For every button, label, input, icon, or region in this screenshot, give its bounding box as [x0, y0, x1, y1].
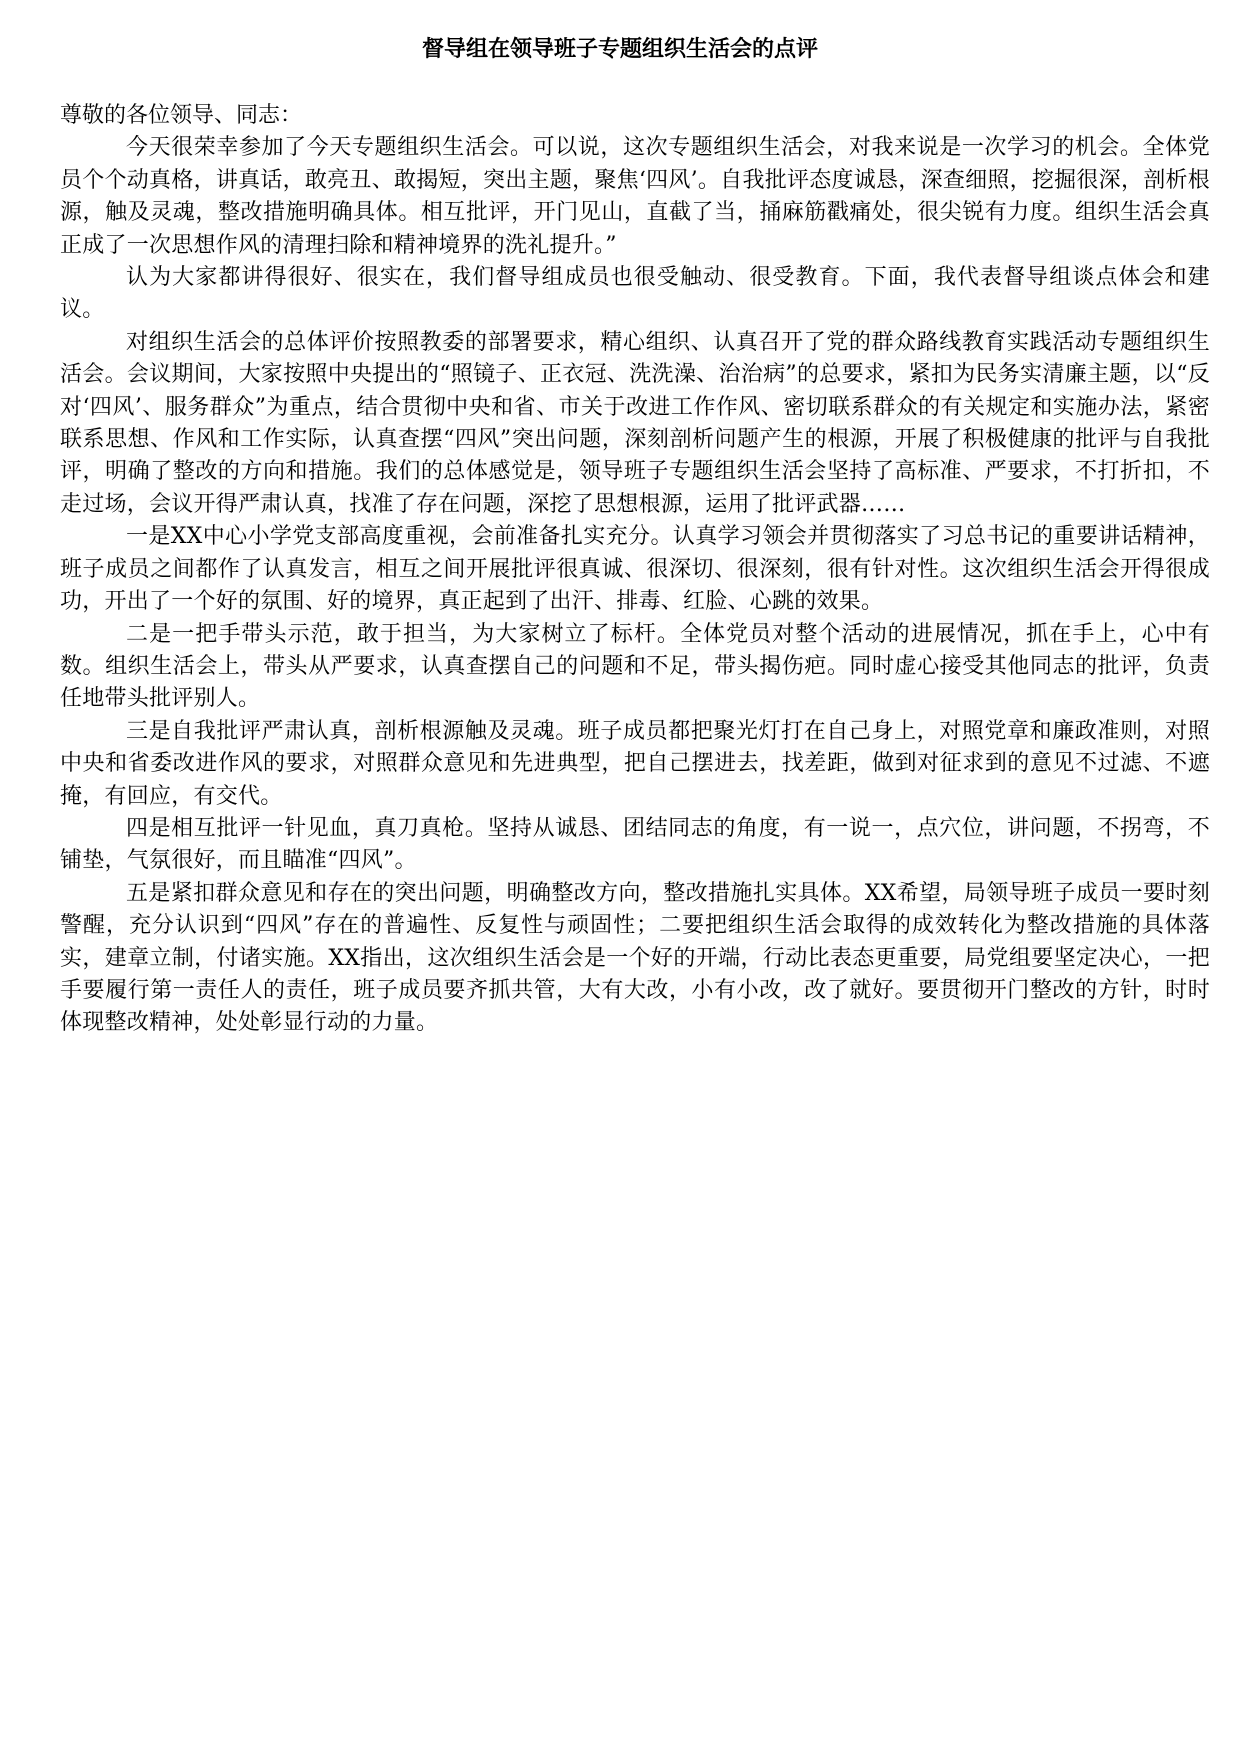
paragraph-point-four: 四是相互批评一针见血，真刀真枪。坚持从诚恳、团结同志的角度，有一说一，点穴位，讲问题，不拐弯，不铺垫，气氛很好，而且瞄准“四风”。 [60, 815, 1210, 874]
document-body [60, 100, 1210, 1040]
paragraph-opening: 今天很荣幸参加了今天专题组织生活会。可以说，这次专题组织生活会，对我来说是一次学习的机会。全体党员个个动真格，讲真话，敢亮丑、敢揭短，突出主题，聚焦‘四风’。自我批评态度诚恳，深查细照，挖掘很深，剖析根源，触及灵魂，整改措施明确具体。相互批评，开门见山，直截了当，捅麻筋戳痛处，很尖锐有力度。组织生活会真正成了一次思想作风的清理扫除和精神境界的洗礼提升。” [60, 135, 1210, 258]
paragraph-overall-evaluation: 对组织生活会的总体评价按照教委的部署要求，精心组织、认真召开了党的群众路线教育实践活动专题组织生活会。会议期间，大家按照中央提出的“照镜子、正衣冠、洗洗澡、治治病”的总要求，紧扣为民务实清廉主题，以“反对‘四风’、服务群众”为重点，结合贯彻中央和省、市关于改进工作作风、密切联系群众的有关规定和实施办法，紧密联系思想、作风和工作实际，认真查摆“四风”突出问题，深刻剖析问题产生的根源，开展了积极健康的批评与自我批评，明确了整改的方向和措施。我们的总体感觉是，领导班子专题组织生活会坚持了高标准、严要求，不打折扣，不走过场，会议开得严肃认真，找准了存在问题，深挖了思想根源，运用了批评武器…… [60, 329, 1210, 517]
salutation: 尊敬的各位领导、同志： [60, 103, 303, 128]
document-title: 督导组在领导班子专题组织生活会的点评 [421, 37, 818, 62]
paragraph-point-five: 五是紧扣群众意见和存在的突出问题，明确整改方向，整改措施扎实具体。XX希望，局领导班子成员一要时刻警醒，充分认识到“四风”存在的普遍性、反复性与顽固性；二要把组织生活会取得的成效转化为整改措施的具体落实，建章立制，付诸实施。XX指出，这次组织生活会是一个好的开端，行动比表态更重要，局党组要坚定决心，一把手要履行第一责任人的责任，班子成员要齐抓共管，大有大改，小有小改，改了就好。要贯彻开门整改的方针，时时体现整改精神，处处彰显行动的力量。 [60, 880, 1210, 1036]
paragraph-point-one: 一是XX中心小学党支部高度重视，会前准备扎实充分。认真学习领会并贯彻落实了习总书记的重要讲话精神，班子成员之间都作了认真发言，相互之间开展批评很真诚、很深切、很深刻，很有针对性。这次组织生活会开得很成功，开出了一个好的氛围、好的境界，真正起到了出汗、排毒、红脸、心跳的效果。 [60, 524, 1210, 615]
paragraph-point-two: 二是一把手带头示范，敢于担当，为大家树立了标杆。全体党员对整个活动的进展情况，抓在手上，心中有数。组织生活会上，带头从严要求，认真查摆自己的问题和不足，带头揭伤疤。同时虚心接受其他同志的批评，负责任地带头批评别人。 [60, 621, 1210, 712]
paragraph-introduction: 认为大家都讲得很好、很实在，我们督导组成员也很受触动、很受教育。下面，我代表督导组谈点体会和建议。 [60, 265, 1210, 323]
paragraph-point-three: 三是自我批评严肃认真，剖析根源触及灵魂。班子成员都把聚光灯打在自己身上，对照党章和廉政准则，对照中央和省委改进作风的要求，对照群众意见和先进典型，把自己摆进去，找差距，做到对征求到的意见不过滤、不遮掩，有回应，有交代。 [60, 718, 1210, 809]
